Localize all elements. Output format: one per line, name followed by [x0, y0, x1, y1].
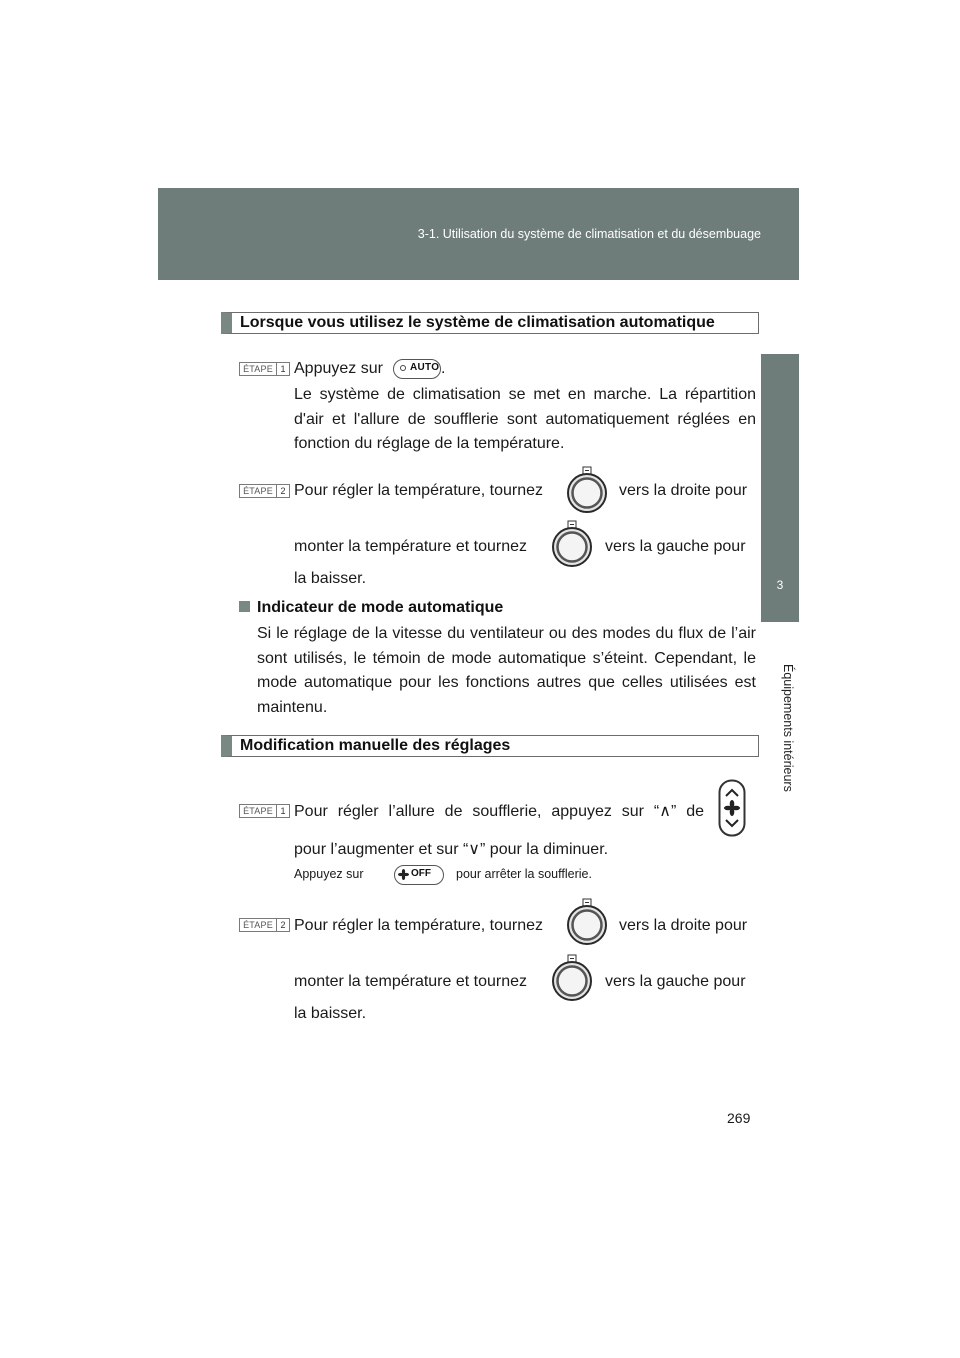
step-note: Appuyez sur [294, 867, 364, 881]
step-number: 1 [280, 364, 286, 374]
step-text: monter la température et tournez [294, 973, 528, 990]
step-text: Pour régler l’allure de soufflerie, appuyez sur “∧” de [294, 803, 704, 820]
step-text: vers la gauche pour [605, 538, 746, 555]
temperature-knob-icon [551, 520, 593, 568]
step-word: ÉTAPE [240, 805, 277, 817]
step-badge [239, 362, 290, 376]
info-heading [239, 599, 503, 617]
step-text: Pour régler la température, tournez [294, 482, 544, 499]
step-number: 2 [280, 486, 286, 496]
step-note: pour arrêter la soufflerie. [456, 867, 592, 881]
square-bullet-icon [239, 601, 250, 612]
info-heading-text: Indicateur de mode automatique [257, 599, 504, 616]
step-text: monter la température et tournez [294, 538, 528, 555]
auto-button-label: AUTO [410, 362, 440, 373]
step-text: vers la droite pour [619, 482, 748, 499]
step-text: la baisser. [294, 570, 367, 587]
fan-up-down-switch-icon [718, 779, 746, 837]
step-badge [239, 804, 290, 818]
section-heading-manual: Modification manuelle des réglages [221, 735, 759, 757]
temperature-knob-icon [566, 898, 608, 946]
step-text-part: Appuyez sur [294, 360, 383, 377]
step-word: ÉTAPE [240, 363, 277, 375]
step-badge [239, 918, 290, 932]
fan-off-button-icon [394, 865, 444, 885]
step-number: 1 [280, 806, 286, 816]
chapter-title: 3-1. Utilisation du système de climatisation et du désembuage [417, 227, 761, 241]
step-badge [239, 484, 290, 498]
step-text [294, 359, 383, 379]
step-text: Pour régler la température, tournez [294, 917, 544, 934]
off-button-label: OFF [411, 868, 431, 879]
page-number: 269 [727, 1110, 751, 1126]
temperature-knob-icon [566, 466, 608, 514]
indicator-dot-icon [400, 365, 406, 371]
step-text: vers la gauche pour [605, 973, 746, 990]
chapter-tab [761, 354, 799, 622]
info-text: Si le réglage de la vitesse du ventilateur ou des modes du flux de l’air sont utilisés, le témoin de mode automatique s’éteint. Cependant, le mode automatique pour les fonctions autres que celles utilisées est maintenu. [257, 625, 756, 716]
chapter-number: 3 [776, 578, 784, 592]
header-band [158, 188, 799, 280]
section-heading-auto: Lorsque vous utilisez le système de climatisation automatique [221, 312, 759, 334]
step-text-period: . [441, 360, 446, 377]
auto-button-icon [393, 359, 441, 379]
step-word: ÉTAPE [240, 485, 277, 497]
step-word: ÉTAPE [240, 919, 277, 931]
chapter-side-label: Équipements intérieurs [781, 664, 795, 792]
step-text: la baisser. [294, 1005, 367, 1022]
step-number: 2 [280, 920, 286, 930]
temperature-knob-icon [551, 954, 593, 1002]
step-note: Le système de climatisation se met en marche. La répartition d'air et l'allure de soufflerie sont automatiquement réglées en fonction du réglage de la température. [294, 386, 756, 452]
step-text: pour l’augmenter et sur “∨” pour la diminuer. [294, 841, 609, 858]
step-text: vers la droite pour [619, 917, 748, 934]
fan-icon [398, 869, 409, 880]
